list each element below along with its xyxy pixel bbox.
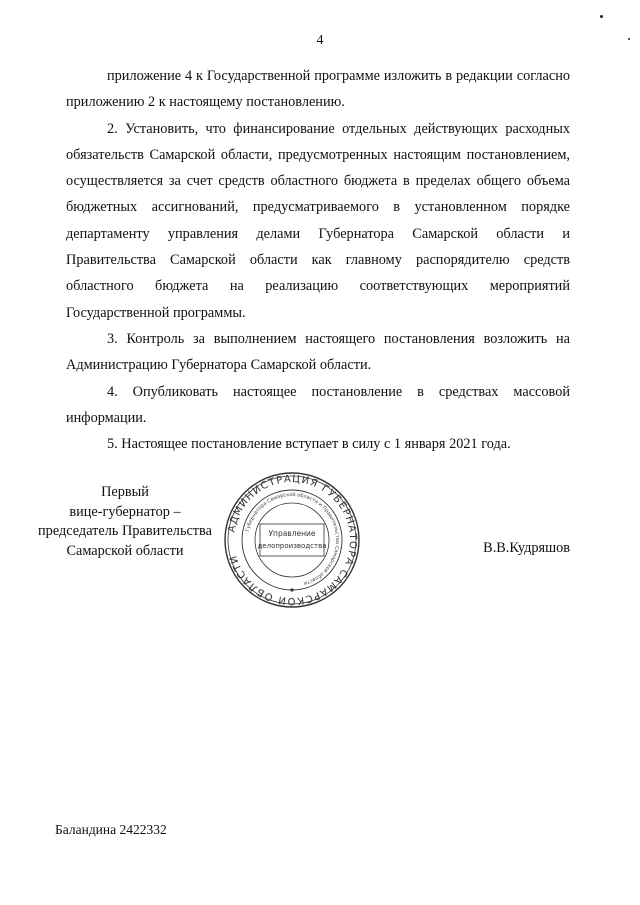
- document-body: [66, 63, 570, 457]
- paragraph-continuation: приложение 4 к Государственной программе изложить в редакции согласно приложению 2 к настоящему постановлению.: [66, 68, 570, 111]
- scan-speck: [600, 15, 603, 18]
- seal-center-line2: делопроизводства: [257, 542, 327, 550]
- seal-outer-text: АДМИНИСТРАЦИЯ ГУБЕРНАТОРА САМАРСКОЙ ОБЛАСТИ: [226, 473, 359, 607]
- signatory-title-line: Самарской области: [66, 542, 184, 559]
- seal-inner-text: Губернатора Самарской области и Правительства Самарской области: [244, 491, 341, 587]
- signatory-title-line: вице-губернатор –: [69, 503, 181, 520]
- signatory-title-line: Первый: [101, 484, 149, 500]
- executor-note: Баландина 2422332: [55, 822, 167, 837]
- official-seal: [222, 470, 362, 610]
- page-number: 4: [316, 33, 324, 48]
- scan-speck: [628, 38, 630, 40]
- paragraph-item-5: 5. Настоящее постановление вступает в силу с 1 января 2021 года.: [107, 436, 511, 453]
- signatory-title: [10, 483, 240, 561]
- signatory-name: В.В.Кудряшов: [483, 540, 570, 556]
- paragraph-item-3: 3. Контроль за выполнением настоящего постановления возложить на Администрацию Губернатора Самарской области.: [66, 330, 570, 374]
- paragraph-item-2: 2. Установить, что финансирование отдельных действующих расходных обязательств Самарской области, предусмотренных настоящим постановлением, осуществляется за счет средств областного бюджета в пределах общего объема бюджетных ассигнований, предусматриваемого в установленном порядке департаменту управления делами Губернатора Самарской области и Правительства Самарской области как главному распорядителю средств областного бюджета на реализацию соответствующих мероприятий Государственной программы.: [66, 120, 570, 321]
- paragraph-item-4: 4. Опубликовать настоящее постановление в средствах массовой информации.: [66, 383, 570, 426]
- seal-center-line1: Управление: [268, 529, 316, 538]
- signatory-title-line: председатель Правительства: [38, 523, 212, 539]
